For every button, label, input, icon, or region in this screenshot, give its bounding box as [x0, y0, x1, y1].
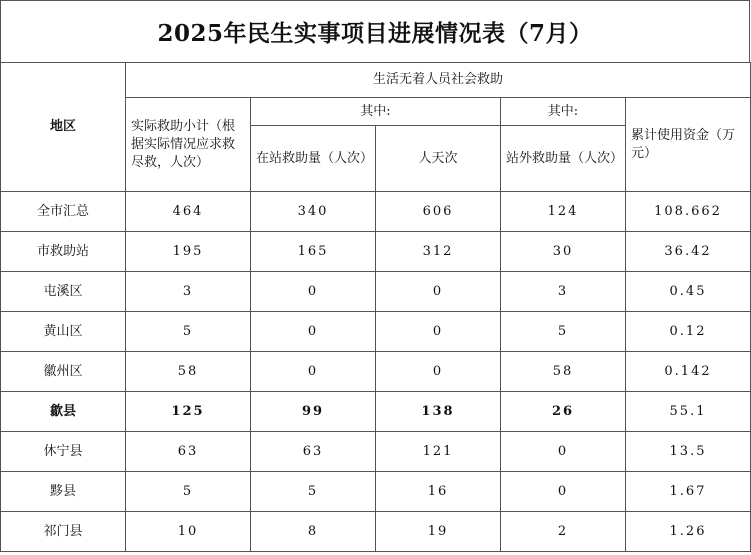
cell-out-station: 124: [501, 192, 626, 232]
cell-region: 黟县: [1, 472, 126, 512]
cell-funds: 0.45: [626, 272, 751, 312]
header-of-which-1: 其中:: [251, 98, 501, 126]
cell-person-days: 312: [376, 232, 501, 272]
header-person-days: 人天次: [376, 126, 501, 192]
header-funds: 累计使用资金（万元）: [626, 98, 751, 192]
header-row-1: [1, 63, 751, 98]
cell-in-station: 8: [251, 512, 376, 552]
cell-region: 屯溪区: [1, 272, 126, 312]
cell-funds: 0.142: [626, 352, 751, 392]
cell-person-days: 606: [376, 192, 501, 232]
cell-subtotal: 125: [126, 392, 251, 432]
table-row: [1, 352, 751, 392]
cell-in-station: 0: [251, 312, 376, 352]
header-region: 地区: [1, 63, 126, 192]
table-row: [1, 312, 751, 352]
cell-subtotal: 10: [126, 512, 251, 552]
cell-in-station: 0: [251, 352, 376, 392]
cell-in-station: 5: [251, 472, 376, 512]
cell-in-station: 165: [251, 232, 376, 272]
cell-funds: 1.26: [626, 512, 751, 552]
cell-out-station: 58: [501, 352, 626, 392]
page-title: 2025年民生实事项目进展情况表（7月）: [157, 20, 593, 47]
cell-funds: 108.662: [626, 192, 751, 232]
cell-out-station: 2: [501, 512, 626, 552]
cell-out-station: 3: [501, 272, 626, 312]
cell-in-station: 0: [251, 272, 376, 312]
cell-subtotal: 195: [126, 232, 251, 272]
cell-person-days: 19: [376, 512, 501, 552]
header-in-station: 在站救助量（人次）: [251, 126, 376, 192]
cell-region: 休宁县: [1, 432, 126, 472]
cell-region: 市救助站: [1, 232, 126, 272]
cell-subtotal: 63: [126, 432, 251, 472]
cell-subtotal: 5: [126, 472, 251, 512]
cell-region: 徽州区: [1, 352, 126, 392]
cell-person-days: 16: [376, 472, 501, 512]
cell-person-days: 138: [376, 392, 501, 432]
cell-in-station: 99: [251, 392, 376, 432]
header-group: 生活无着人员社会救助: [126, 63, 751, 98]
cell-region: 黄山区: [1, 312, 126, 352]
cell-funds: 36.42: [626, 232, 751, 272]
cell-subtotal: 3: [126, 272, 251, 312]
cell-funds: 55.1: [626, 392, 751, 432]
table-row: [1, 392, 751, 432]
cell-subtotal: 5: [126, 312, 251, 352]
header-of-which-2: 其中:: [501, 98, 626, 126]
cell-funds: 13.5: [626, 432, 751, 472]
cell-out-station: 0: [501, 432, 626, 472]
cell-in-station: 340: [251, 192, 376, 232]
table-row: [1, 232, 751, 272]
cell-out-station: 5: [501, 312, 626, 352]
table-row: [1, 512, 751, 552]
table-row: [1, 192, 751, 232]
cell-person-days: 0: [376, 312, 501, 352]
cell-person-days: 0: [376, 352, 501, 392]
title-bar: [0, 0, 750, 62]
cell-subtotal: 464: [126, 192, 251, 232]
cell-person-days: 0: [376, 272, 501, 312]
cell-person-days: 121: [376, 432, 501, 472]
table-row: [1, 272, 751, 312]
cell-region: 歙县: [1, 392, 126, 432]
header-out-station: 站外救助量（人次）: [501, 126, 626, 192]
progress-table: [0, 62, 751, 552]
cell-region: 全市汇总: [1, 192, 126, 232]
header-subtotal: 实际救助小计（根据实际情况应求救尽救，人次）: [126, 98, 251, 192]
cell-funds: 1.67: [626, 472, 751, 512]
cell-region: 祁门县: [1, 512, 126, 552]
cell-in-station: 63: [251, 432, 376, 472]
cell-out-station: 26: [501, 392, 626, 432]
table-row: [1, 432, 751, 472]
cell-out-station: 30: [501, 232, 626, 272]
table-row: [1, 472, 751, 512]
cell-subtotal: 58: [126, 352, 251, 392]
cell-out-station: 0: [501, 472, 626, 512]
cell-funds: 0.12: [626, 312, 751, 352]
